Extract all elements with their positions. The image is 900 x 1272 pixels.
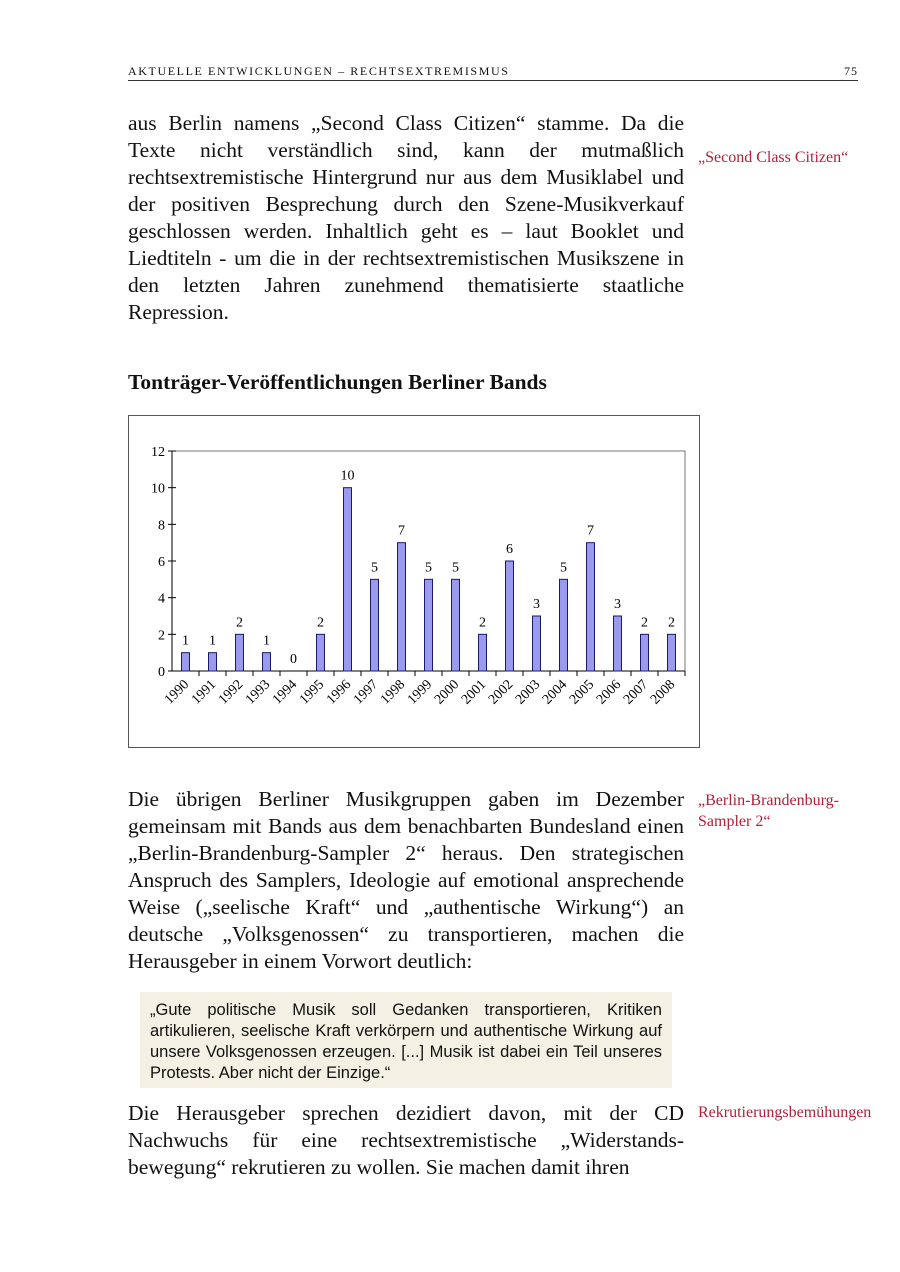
y-tick-label: 0 bbox=[158, 665, 165, 680]
y-tick-label: 6 bbox=[158, 555, 165, 570]
bar-1998 bbox=[398, 543, 406, 671]
y-tick-label: 2 bbox=[158, 628, 165, 644]
page-number: 75 bbox=[844, 64, 858, 78]
x-tick-label-1996: 1996 bbox=[323, 677, 355, 708]
quote-box: „Gute politische Musik soll Gedanken transportieren, Kritiken artikulieren, seelische Kraft verkörpern und authentische Wirkung auf unsere Volksgenossen erzeugen. [...] Musik ist dabei ein Teil unseres Protests. Aber nicht der Einzige.“ bbox=[140, 992, 672, 1088]
x-tick-label-2008: 2008 bbox=[647, 677, 679, 708]
data-label-1990: 1 bbox=[182, 633, 189, 649]
data-label-2006: 3 bbox=[614, 597, 621, 612]
data-label-1993: 1 bbox=[263, 633, 270, 649]
y-tick-label: 8 bbox=[158, 518, 165, 534]
x-tick-label-1998: 1998 bbox=[377, 677, 409, 708]
bar-1997 bbox=[371, 579, 379, 671]
data-label-1999: 5 bbox=[425, 560, 432, 576]
y-tick-label: 4 bbox=[158, 591, 165, 607]
data-label-2002: 6 bbox=[506, 542, 513, 557]
data-label-1991: 1 bbox=[209, 633, 216, 649]
paragraph-second-class-citizen: aus Berlin namens „Second Class Citizen“ stamme. Da die Texte nicht verständlich sind, kann der mutmaßlich rechtsextremistische Hintergrund nur aus dem Musiklabel und der positiven Besprechung durch den Szene-Musikverkauf geschlossen werden. Inhaltlich geht es – laut Booklet und Liedtiteln - um die in der rechtsextremistischen Musikszene in den letzten Jahren zunehmend thematisierte staatliche Repression. bbox=[128, 111, 684, 324]
bar-chart bbox=[129, 416, 699, 747]
bar-2000 bbox=[452, 579, 460, 671]
x-tick-label-1994: 1994 bbox=[269, 677, 301, 708]
paragraph-recruitment: Die Herausgeber sprechen dezidiert davon, mit der CD Nachwuchs für eine rechtsextremistische „Widerstandsbewegung“ rekrutieren zu wollen. Sie machen damit ihren bbox=[128, 1101, 684, 1179]
data-label-1995: 2 bbox=[317, 615, 324, 631]
data-label-2004: 5 bbox=[560, 560, 567, 576]
bar-1999 bbox=[425, 579, 433, 671]
paragraph-sampler: Die übrigen Berliner Musikgruppen gaben im Dezember gemeinsam mit Bands aus dem benachbarten Bundesland einen „Berlin-Brandenburg-Sampler 2“ heraus. Den strategischen Anspruch des Samplers, Ideologie auf emotional ansprechende Weise („seelische Kraft“ und „authentische Wirkung“) an deutsche „Volksgenossen“ zu transportieren, machen die Herausgeber in einem Vorwort deutlich: bbox=[128, 787, 684, 973]
bar-2006 bbox=[614, 616, 622, 671]
data-label-2008: 2 bbox=[668, 615, 675, 631]
data-label-2001: 2 bbox=[479, 615, 486, 631]
bar-2008 bbox=[668, 634, 676, 671]
data-label-1996: 10 bbox=[340, 468, 355, 484]
data-label-2000: 5 bbox=[452, 560, 459, 576]
bar-1995 bbox=[317, 634, 325, 671]
margin-note-recruitment: Rekrutierungsbemühungen bbox=[698, 1104, 872, 1121]
y-tick-label: 12 bbox=[151, 445, 165, 460]
x-tick-label-1991: 1991 bbox=[188, 677, 220, 708]
x-tick-label-2004: 2004 bbox=[539, 677, 571, 708]
bar-2005 bbox=[587, 543, 595, 671]
bar-2002 bbox=[506, 561, 514, 671]
bar-1992 bbox=[236, 634, 244, 671]
chart-heading: Tonträger-Veröffentlichungen Berliner Bands bbox=[128, 370, 547, 394]
data-label-1992: 2 bbox=[236, 615, 243, 631]
x-tick-label-2001: 2001 bbox=[458, 677, 490, 708]
margin-note-second-class-citizen: „Second Class Citizen“ bbox=[698, 149, 849, 166]
bar-1993 bbox=[263, 653, 271, 671]
data-label-1997: 5 bbox=[371, 560, 378, 576]
y-tick-label: 10 bbox=[151, 481, 165, 497]
data-label-2005: 7 bbox=[587, 523, 594, 539]
running-header-title: AKTUELLE ENTWICKLUNGEN – RECHTSEXTREMISMUS bbox=[128, 64, 510, 78]
data-label-2007: 2 bbox=[641, 615, 648, 631]
bar-1990 bbox=[182, 653, 190, 671]
bar-1991 bbox=[209, 653, 217, 671]
x-tick-label-2005: 2005 bbox=[566, 677, 598, 708]
x-tick-label-2003: 2003 bbox=[512, 677, 544, 708]
bar-2004 bbox=[560, 579, 568, 671]
x-tick-label-2007: 2007 bbox=[620, 677, 652, 708]
bar-1996 bbox=[344, 488, 352, 671]
running-header bbox=[128, 64, 858, 81]
bar-2003 bbox=[533, 616, 541, 671]
bar-2001 bbox=[479, 634, 487, 671]
x-tick-label-1990: 1990 bbox=[161, 677, 193, 708]
data-label-1994: 0 bbox=[290, 652, 297, 667]
x-tick-label-1999: 1999 bbox=[404, 677, 436, 708]
x-tick-label-1993: 1993 bbox=[242, 677, 274, 708]
x-tick-label-2006: 2006 bbox=[593, 677, 625, 708]
margin-note-sampler: „Berlin-Brandenburg-Sampler 2“ bbox=[698, 792, 839, 830]
chart-frame bbox=[128, 415, 700, 748]
data-label-2003: 3 bbox=[533, 597, 540, 612]
x-tick-label-1995: 1995 bbox=[296, 677, 328, 708]
x-tick-label-2002: 2002 bbox=[485, 677, 517, 708]
x-tick-label-1997: 1997 bbox=[350, 677, 382, 708]
data-label-1998: 7 bbox=[398, 523, 405, 539]
x-tick-label-1992: 1992 bbox=[215, 677, 247, 708]
bar-2007 bbox=[641, 634, 649, 671]
x-tick-label-2000: 2000 bbox=[431, 677, 463, 708]
